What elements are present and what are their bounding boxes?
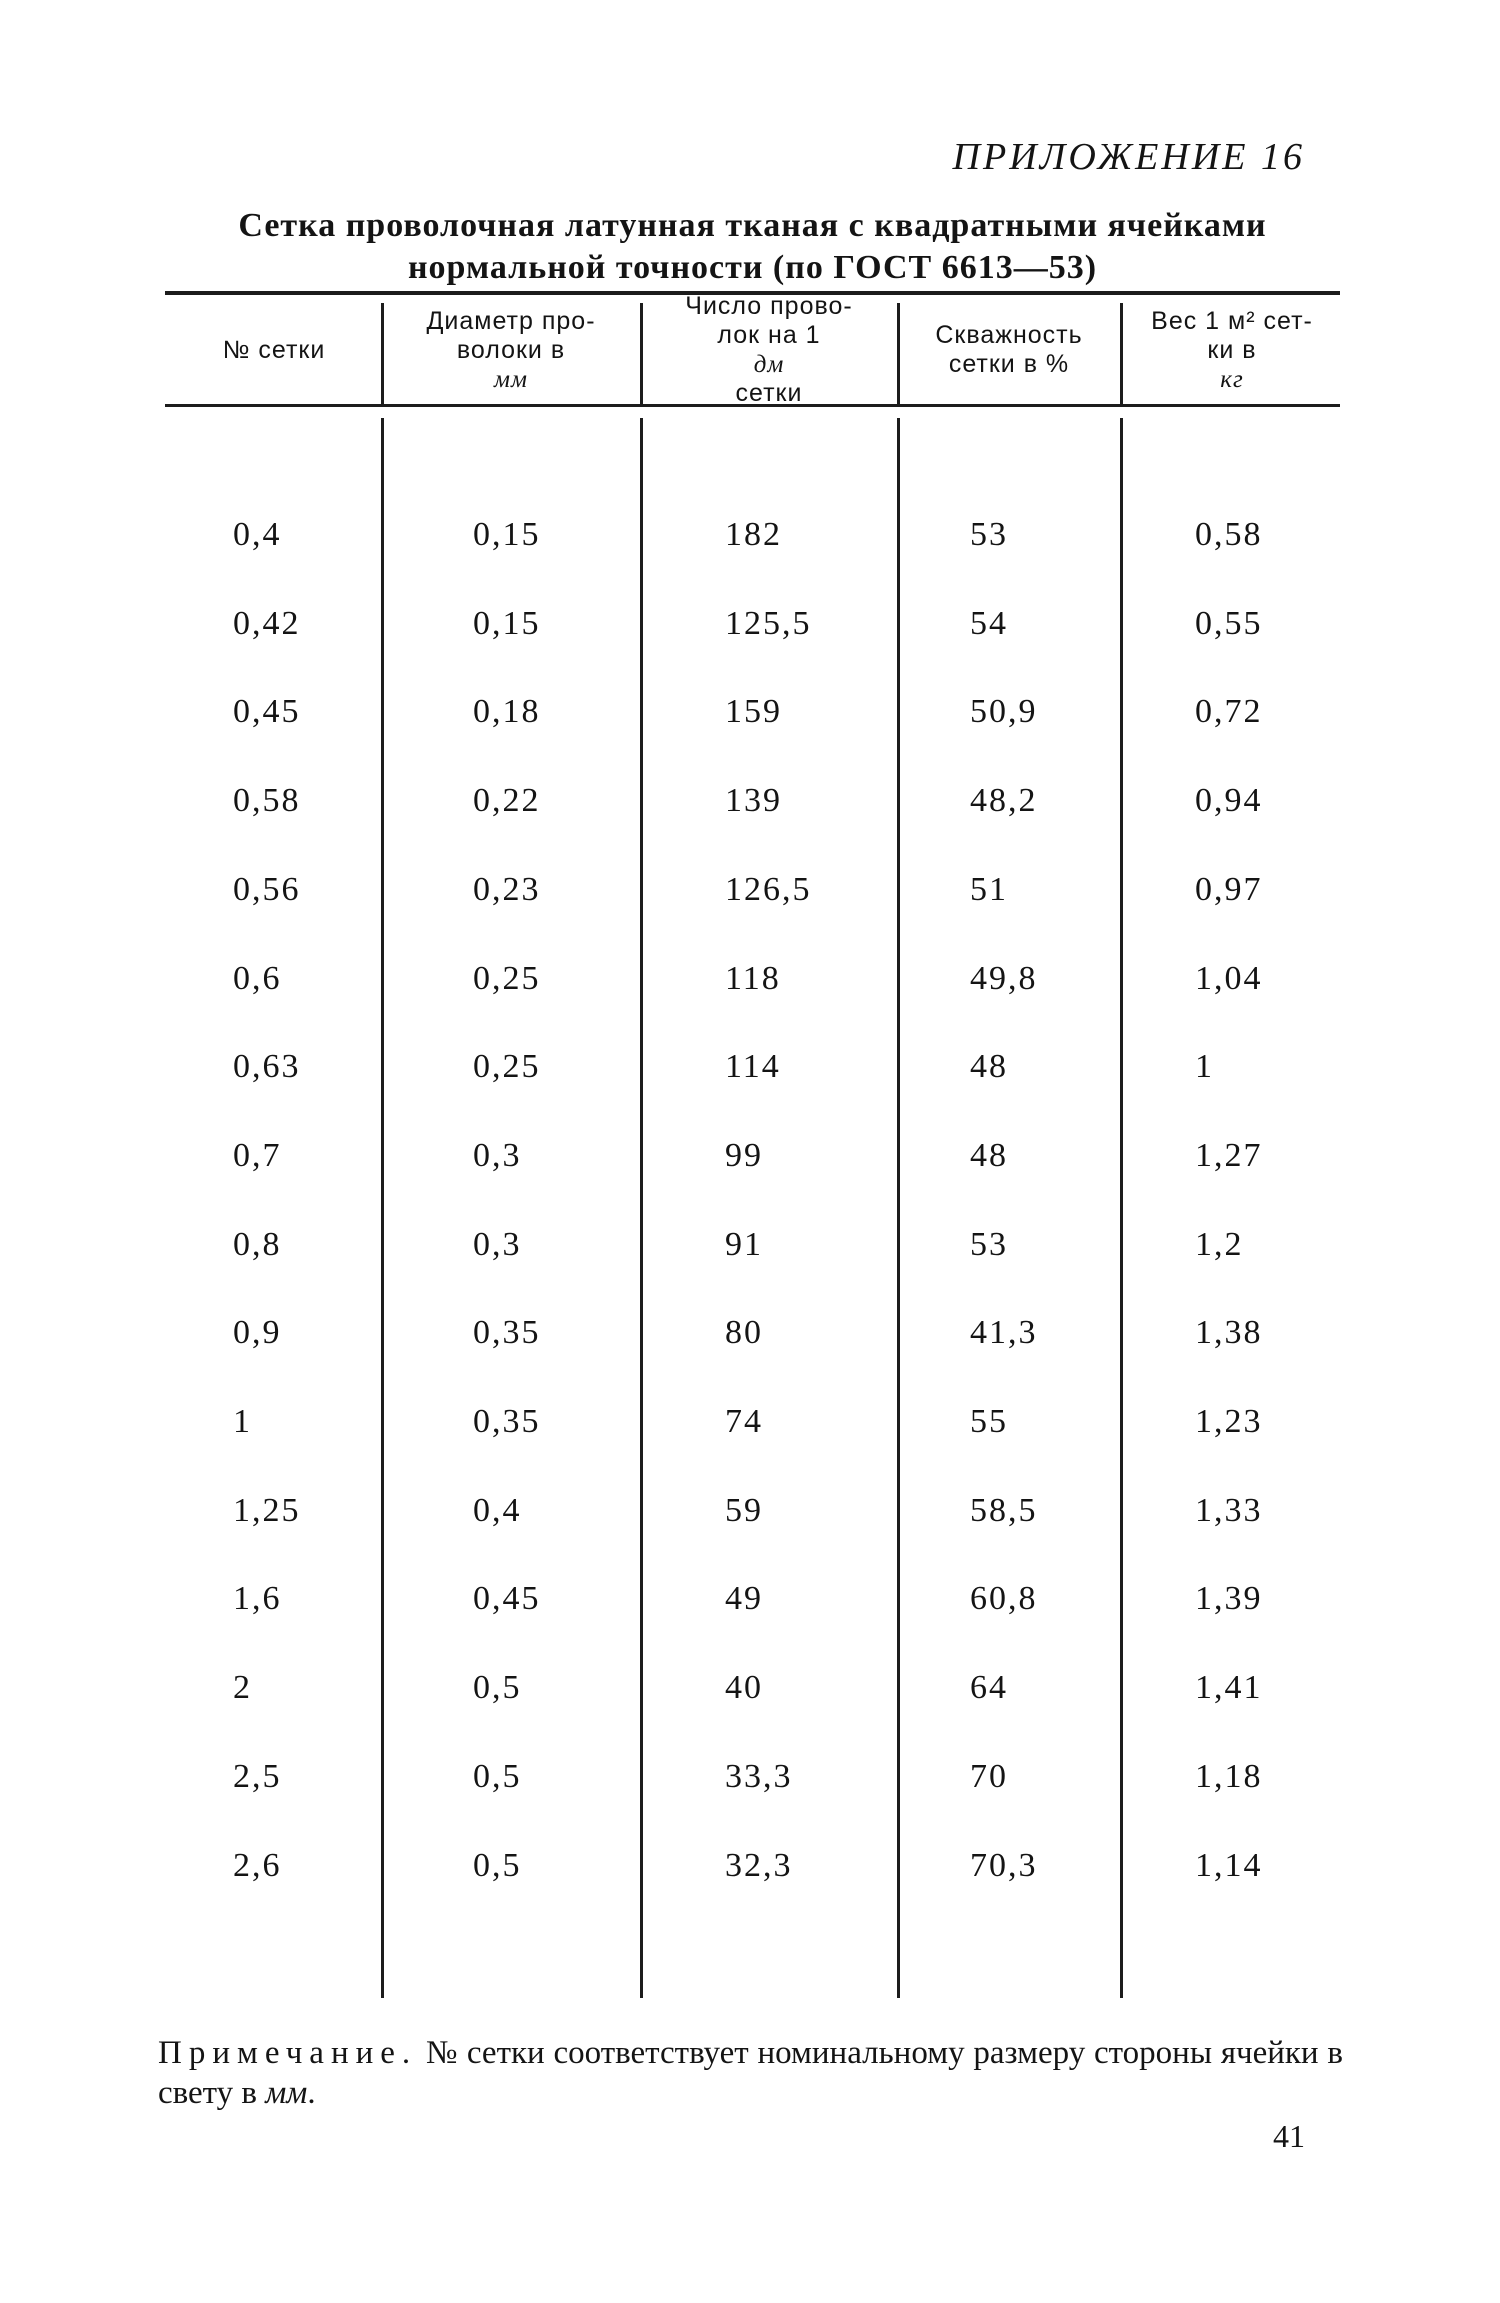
cell-wire-diameter: 0,25	[473, 960, 541, 997]
cell-weight: 0,55	[1195, 605, 1263, 642]
table-row	[0, 1126, 1500, 1186]
cell-wire-count: 126,5	[725, 871, 812, 908]
cell-porosity: 60,8	[970, 1580, 1038, 1617]
cell-porosity: 55	[970, 1403, 1008, 1440]
cell-wire-diameter: 0,5	[473, 1669, 522, 1706]
table-title-line-1: Сетка проволочная латунная тканая с квадратными ячейками	[238, 207, 1267, 244]
cell-sieve-number: 0,9	[233, 1314, 282, 1351]
table-row	[0, 682, 1500, 742]
cell-wire-diameter: 0,35	[473, 1403, 541, 1440]
footnote-end: .	[307, 2075, 316, 2111]
footnote	[158, 2033, 1343, 2113]
cell-sieve-number: 2,5	[233, 1758, 282, 1795]
cell-porosity: 70	[970, 1758, 1008, 1795]
cell-sieve-number: 0,7	[233, 1137, 282, 1174]
cell-porosity: 53	[970, 1226, 1008, 1263]
header-weight	[1124, 300, 1340, 400]
cell-weight: 0,72	[1195, 693, 1263, 730]
table-row	[0, 1836, 1500, 1896]
cell-wire-diameter: 0,23	[473, 871, 541, 908]
cell-wire-count: 125,5	[725, 605, 812, 642]
header-wire-count-line-1: Число прово-	[685, 292, 853, 320]
cell-wire-count: 118	[725, 960, 781, 997]
page-number: 41	[1273, 2118, 1305, 2154]
cell-wire-diameter: 0,5	[473, 1758, 522, 1795]
cell-sieve-number: 0,56	[233, 871, 301, 908]
cell-wire-diameter: 0,3	[473, 1226, 522, 1263]
cell-wire-count: 99	[725, 1137, 763, 1174]
cell-wire-count: 159	[725, 693, 782, 730]
table-row	[0, 1658, 1500, 1718]
table-row	[0, 771, 1500, 831]
header-wire-count-line-3: сетки	[735, 379, 803, 407]
cell-sieve-number: 1	[233, 1403, 252, 1440]
header-wire-count-line-2: лок на 1 дм	[717, 321, 821, 378]
cell-sieve-number: 2	[233, 1669, 252, 1706]
cell-porosity: 48	[970, 1048, 1008, 1085]
table-title	[165, 205, 1340, 289]
table-row	[0, 1303, 1500, 1363]
appendix-label: ПРИЛОЖЕНИЕ 16	[952, 136, 1305, 178]
cell-wire-count: 80	[725, 1314, 763, 1351]
cell-porosity: 58,5	[970, 1492, 1038, 1529]
cell-porosity: 64	[970, 1669, 1008, 1706]
table-row	[0, 949, 1500, 1009]
footnote-text: № сетки соответствует номинальному размеру стороны ячейки в свету в	[158, 2035, 1343, 2111]
cell-sieve-number: 0,42	[233, 605, 301, 642]
cell-wire-count: 33,3	[725, 1758, 793, 1795]
cell-sieve-number: 2,6	[233, 1847, 282, 1884]
cell-sieve-number: 0,63	[233, 1048, 301, 1085]
cell-porosity: 49,8	[970, 960, 1038, 997]
table-row	[0, 594, 1500, 654]
cell-weight: 1,39	[1195, 1580, 1263, 1617]
cell-wire-diameter: 0,4	[473, 1492, 522, 1529]
header-wire-count	[644, 292, 894, 407]
column-divider-1	[381, 303, 384, 405]
cell-wire-diameter: 0,45	[473, 1580, 541, 1617]
cell-weight: 1,27	[1195, 1137, 1263, 1174]
header-weight-line-2: ки в кг	[1207, 335, 1257, 393]
table-row	[0, 860, 1500, 920]
cell-weight: 1,41	[1195, 1669, 1263, 1706]
cell-sieve-number: 0,8	[233, 1226, 282, 1263]
header-weight-line-1: Вес 1 м² сет-	[1151, 306, 1313, 335]
cell-wire-diameter: 0,18	[473, 693, 541, 730]
cell-wire-diameter: 0,35	[473, 1314, 541, 1351]
cell-wire-count: 114	[725, 1048, 781, 1085]
cell-wire-diameter: 0,22	[473, 782, 541, 819]
cell-wire-count: 91	[725, 1226, 763, 1263]
cell-wire-diameter: 0,25	[473, 1048, 541, 1085]
table-row	[0, 1569, 1500, 1629]
footnote-label: Примечание.	[158, 2035, 418, 2071]
table-row	[0, 1747, 1500, 1807]
cell-porosity: 70,3	[970, 1847, 1038, 1884]
table-row	[0, 1037, 1500, 1097]
cell-sieve-number: 0,45	[233, 693, 301, 730]
header-porosity-line-2: сетки в %	[948, 350, 1070, 378]
cell-porosity: 48,2	[970, 782, 1038, 819]
footnote-unit: мм	[265, 2075, 308, 2111]
cell-wire-count: 182	[725, 516, 782, 553]
cell-wire-diameter: 0,5	[473, 1847, 522, 1884]
cell-weight: 0,58	[1195, 516, 1263, 553]
header-porosity-line-1: Скважность	[935, 321, 1083, 349]
cell-wire-diameter: 0,15	[473, 605, 541, 642]
cell-weight: 1,04	[1195, 960, 1263, 997]
header-wire-diameter-line-1: Диаметр про-	[426, 306, 596, 335]
cell-wire-count: 32,3	[725, 1847, 793, 1884]
header-wire-diameter	[385, 300, 637, 400]
header-wire-diameter-line-2: волоки в мм	[456, 335, 566, 393]
table-row	[0, 505, 1500, 565]
cell-porosity: 50,9	[970, 693, 1038, 730]
cell-sieve-number: 0,58	[233, 782, 301, 819]
column-divider-4	[1120, 303, 1123, 405]
cell-porosity: 48	[970, 1137, 1008, 1174]
header-sieve-number-line-1: № сетки	[222, 335, 326, 364]
cell-wire-count: 74	[725, 1403, 763, 1440]
header-sieve-number	[170, 300, 378, 400]
cell-weight: 1	[1195, 1048, 1214, 1085]
cell-wire-count: 59	[725, 1492, 763, 1529]
header-porosity	[901, 300, 1117, 400]
column-divider-2	[640, 303, 643, 405]
table-row	[0, 1481, 1500, 1541]
cell-porosity: 54	[970, 605, 1008, 642]
column-divider-3	[897, 303, 900, 405]
cell-porosity: 53	[970, 516, 1008, 553]
cell-sieve-number: 1,6	[233, 1580, 282, 1617]
cell-wire-count: 139	[725, 782, 782, 819]
cell-wire-count: 49	[725, 1580, 763, 1617]
cell-sieve-number: 0,6	[233, 960, 282, 997]
cell-weight: 1,33	[1195, 1492, 1263, 1529]
cell-sieve-number: 1,25	[233, 1492, 301, 1529]
cell-wire-diameter: 0,15	[473, 516, 541, 553]
cell-porosity: 51	[970, 871, 1008, 908]
cell-wire-diameter: 0,3	[473, 1137, 522, 1174]
cell-weight: 1,18	[1195, 1758, 1263, 1795]
table-row	[0, 1392, 1500, 1452]
table-row	[0, 1215, 1500, 1275]
cell-weight: 1,23	[1195, 1403, 1263, 1440]
cell-wire-count: 40	[725, 1669, 763, 1706]
cell-sieve-number: 0,4	[233, 516, 282, 553]
cell-porosity: 41,3	[970, 1314, 1038, 1351]
cell-weight: 0,97	[1195, 871, 1263, 908]
cell-weight: 1,14	[1195, 1847, 1263, 1884]
table-title-line-2: нормальной точности (по ГОСТ 6613—53)	[407, 249, 1098, 286]
cell-weight: 1,38	[1195, 1314, 1263, 1351]
cell-weight: 1,2	[1195, 1226, 1244, 1263]
cell-weight: 0,94	[1195, 782, 1263, 819]
